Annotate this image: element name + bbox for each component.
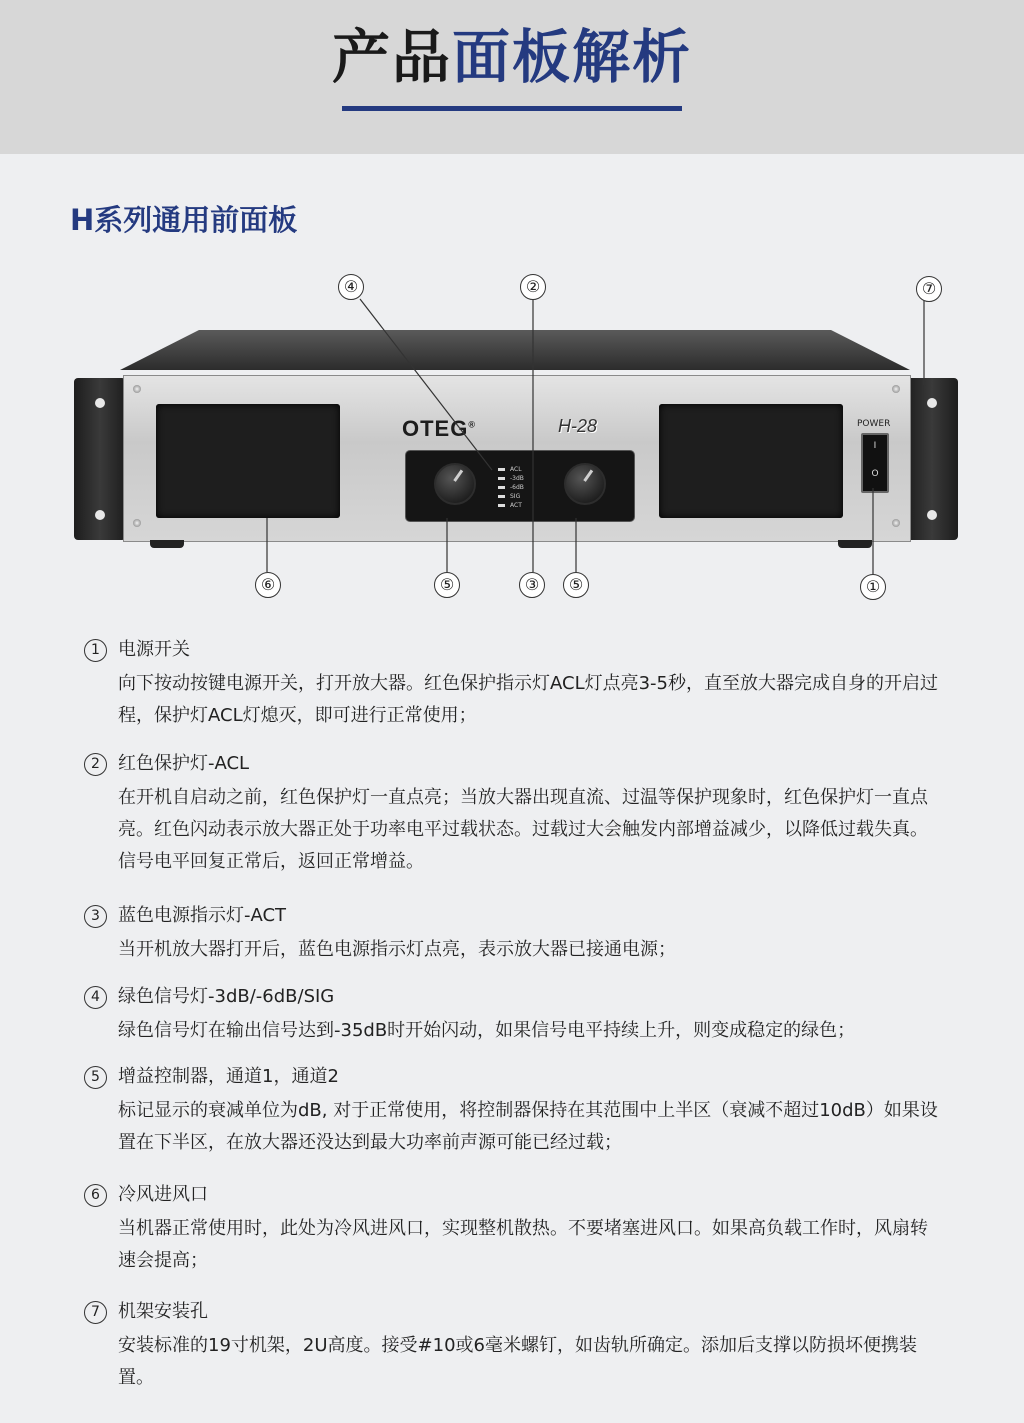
callout-2: ② (520, 274, 546, 300)
item-body: 标记显示的衰减单位为dB, 对于正常使用，将控制器保持在其范围中上半区（衰减不超过10dB）如果设置在下半区，在放大器还没达到最大功率前声源可能已经过载； (118, 1100, 938, 1153)
led-label: -3dB (510, 474, 524, 482)
item-number: 3 (84, 905, 107, 928)
led-label: SIG (510, 492, 521, 500)
item-body: 安装标准的19寸机架，2U高度。接受#10或6毫米螺钉，如齿轨所确定。添加后支撑以防损坏便携装置。 (118, 1335, 917, 1388)
item-number: 1 (84, 639, 107, 662)
item-title: 电源开关 (118, 639, 190, 660)
switch-on-mark: I (873, 441, 877, 451)
callout-7: ⑦ (916, 276, 942, 302)
callout-leader-lines (0, 260, 1024, 610)
callout-5-ch1: ⑤ (434, 572, 460, 598)
callout-3: ③ (519, 572, 545, 598)
item-number: 6 (84, 1184, 107, 1207)
callout-4: ④ (338, 274, 364, 300)
page-title-part1: 产品 (331, 23, 452, 91)
power-label: POWER (857, 419, 891, 429)
item-body: 绿色信号灯在输出信号达到-35dB时开始闪动，如果信号电平持续上升，则变成稳定的绿色； (118, 1020, 856, 1041)
item-title: 机架安装孔 (118, 1301, 208, 1322)
led-label: ACL (510, 465, 522, 473)
led-label: ACT (510, 501, 522, 509)
page-title-part2: 面板解析 (452, 23, 693, 91)
item-body: 向下按动按键电源开关，打开放大器。红色保护指示灯ACL灯点亮3-5秒，直至放大器完成自身的开启过程，保护灯ACL灯熄灭，即可进行正常使用； (118, 673, 938, 726)
item-number: 7 (84, 1301, 107, 1324)
item-number: 4 (84, 986, 107, 1009)
item-body: 当开机放大器打开后，蓝色电源指示灯点亮，表示放大器已接通电源； (118, 939, 676, 960)
callout-5-ch2: ⑤ (563, 572, 589, 598)
switch-off-mark: O (871, 469, 879, 479)
item-body: 在开机自启动之前，红色保护灯一直点亮；当放大器出现直流、过温等保护现象时，红色保护灯一直点亮。红色闪动表示放大器正处于功率电平过载状态。过载过大会触发内部增益减少，以降低过载失真。信号电平回复正常后，返回正常增益。 (118, 787, 928, 872)
callout-6: ⑥ (255, 572, 281, 598)
item-body: 当机器正常使用时，此处为冷风进风口，实现整机散热。不要堵塞进风口。如果高负载工作时，风扇转速会提高； (118, 1218, 928, 1271)
item-title: 红色保护灯-ACL (118, 753, 250, 774)
registered-mark: ® (468, 419, 476, 430)
item-number: 5 (84, 1066, 107, 1089)
item-title: 绿色信号灯-3dB/-6dB/SIG (118, 986, 335, 1007)
brand-name: OTEG (402, 416, 469, 441)
item-title: 冷风进风口 (118, 1184, 208, 1205)
callout-1: ① (860, 574, 886, 600)
section-title: H系列通用前面板 (70, 203, 298, 237)
amplifier-illustration (0, 260, 1024, 610)
item-title: 蓝色电源指示灯-ACT (118, 905, 287, 926)
title-underline (342, 106, 682, 111)
led-label: -6dB (510, 483, 524, 491)
model-label: H-28 (558, 416, 598, 436)
page-title (0, 22, 1024, 92)
item-number: 2 (84, 753, 107, 776)
item-title: 增益控制器，通道1，通道2 (118, 1066, 339, 1087)
